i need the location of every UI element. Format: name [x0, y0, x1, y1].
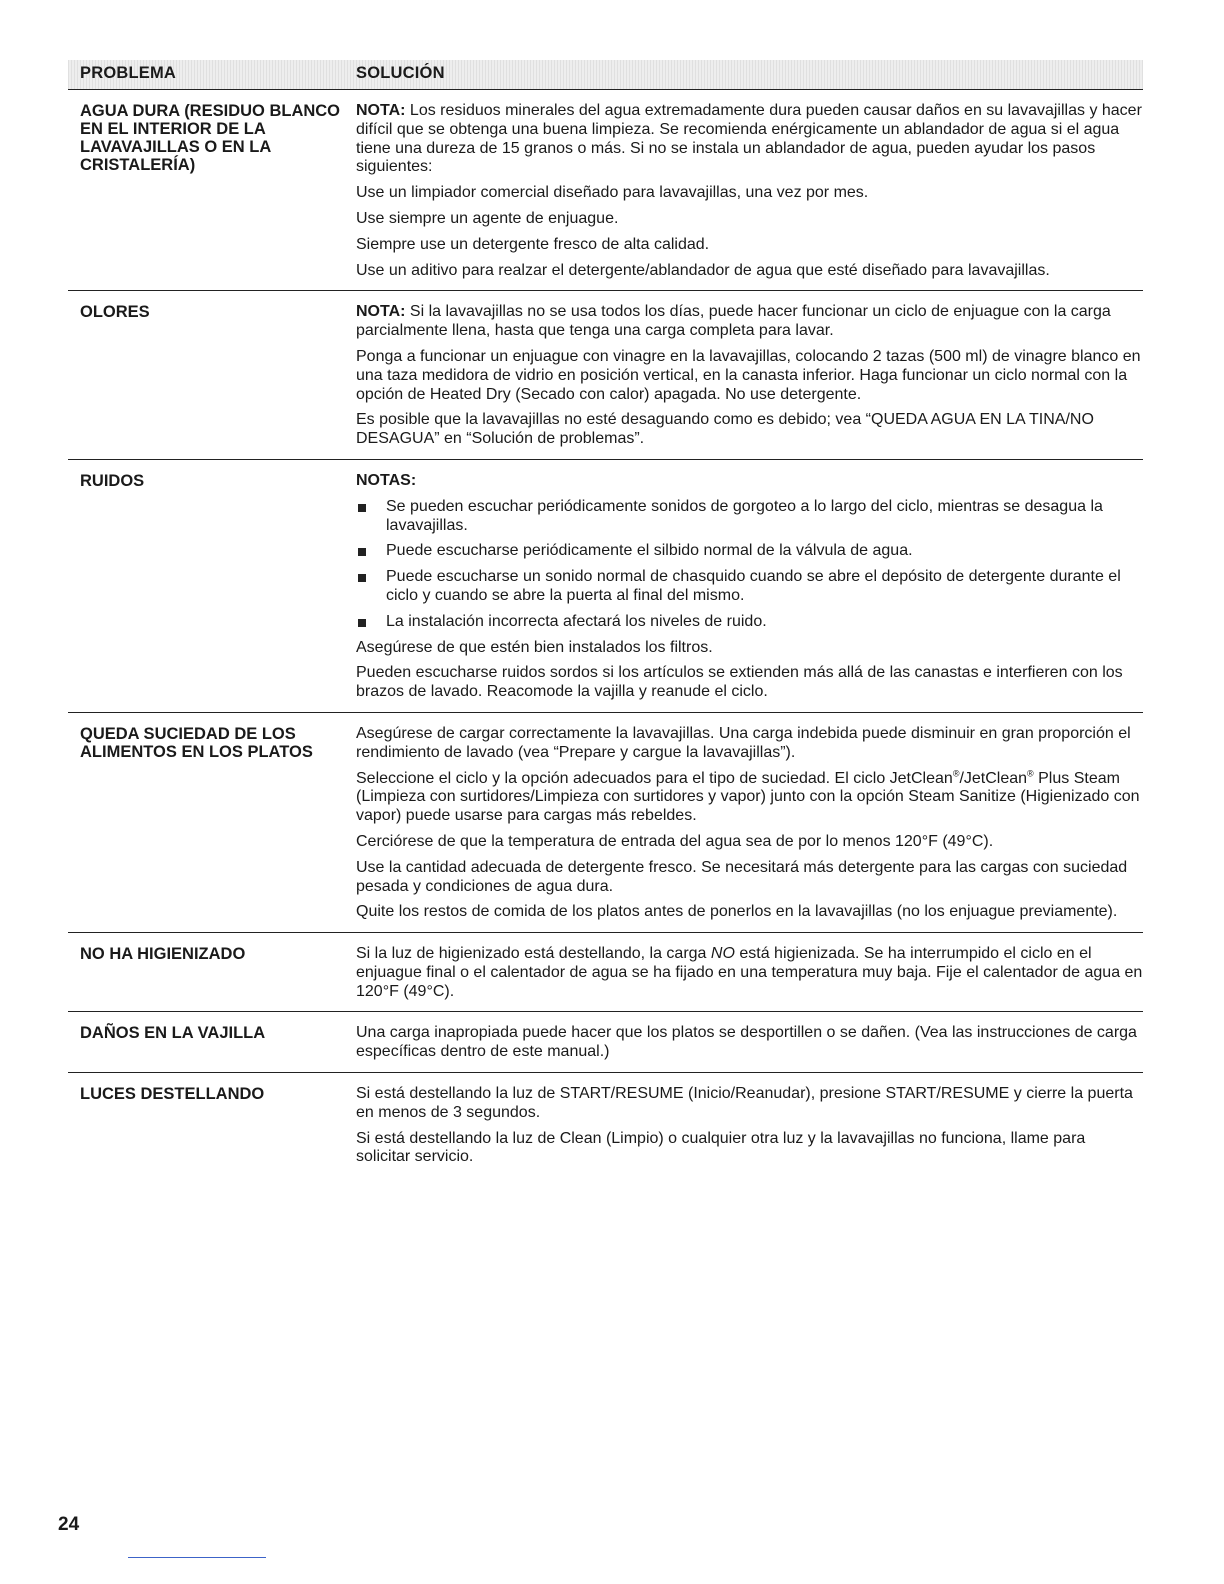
- text-run: /JetClean: [959, 769, 1028, 787]
- solution-paragraph: Una carga inapropiada puede hacer que los platos se desportillen o se dañen. (Vea las instrucciones de carga específicas dentro de este manual.): [356, 1024, 1137, 1061]
- registered-mark: ®: [952, 768, 960, 779]
- note-paragraph: [356, 102, 1143, 177]
- bullet-item: [356, 542, 1143, 561]
- solution-cell: [356, 303, 1143, 451]
- solution-paragraph: Quite los restos de comida de los platos antes de ponerlos en la lavavajillas (no los enjuague previamente).: [356, 903, 1118, 921]
- note-paragraph: [356, 303, 1143, 341]
- problem-cell: LUCES DESTELLANDO: [80, 1085, 265, 1104]
- solution-cell: [356, 1024, 1143, 1064]
- text-run: está higienizada. Se ha interrumpido el ciclo en el enjuague final o el calentador de agua se ha fijado en una temperatura muy baja. Fije el calentador de agua en 120°F (49°C).: [356, 945, 1143, 1000]
- bullet-item: [356, 498, 1143, 536]
- table-row: [68, 1012, 1143, 1073]
- solution-cell: [356, 725, 1143, 924]
- note-label: NOTA:: [356, 303, 406, 321]
- bullet-text: Puede escucharse un sonido normal de chasquido cuando se abre el depósito de detergente durante el ciclo y cuando se abre la puerta al final del mismo.: [386, 568, 1121, 604]
- solution-paragraph: Use la cantidad adecuada de detergente fresco. Se necesitará más detergente para las cargas con suciedad pesada y condiciones de agua dura.: [356, 858, 1128, 895]
- text-run: Plus Steam (Limpieza con surtidores/Limpieza con surtidores y vapor) junto con la opción Steam Sanitize (Higienizado con vapor) puede usarse para cargas más rebeldes.: [356, 769, 1140, 825]
- table-row: [68, 713, 1143, 933]
- solution-paragraph: Si está destellando la luz de START/RESUME (Inicio/Reanudar), presione START/RESUME y cierre la puerta en menos de 3 segundos.: [356, 1085, 1133, 1121]
- solution-paragraph: Asegúrese de que estén bien instalados los filtros.: [356, 638, 713, 656]
- emphasis-text: NO: [710, 945, 735, 963]
- problem-cell: NO HA HIGIENIZADO: [80, 945, 246, 964]
- bullet-item: [356, 613, 1143, 632]
- solution-paragraph: Use un aditivo para realzar el detergente/ablandador de agua que esté diseñado para lavavajillas.: [356, 261, 1050, 279]
- square-bullet-icon: [358, 574, 366, 582]
- table-row: [68, 460, 1143, 713]
- bullet-text: La instalación incorrecta afectará los niveles de ruido.: [386, 612, 767, 630]
- notes-label: NOTAS:: [356, 471, 417, 489]
- solution-paragraph: Si está destellando la luz de Clean (Limpio) o cualquier otra luz y la lavavajillas no funciona, llame para solicitar servicio.: [356, 1129, 1086, 1166]
- square-bullet-icon: [358, 548, 366, 556]
- registered-mark: ®: [1027, 768, 1034, 779]
- table-row: [68, 291, 1143, 460]
- problem-cell: QUEDA SUCIEDAD DE LOS ALIMENTOS EN LOS PLATOS: [80, 724, 313, 761]
- note-label: NOTA:: [356, 102, 406, 119]
- bullet-text: Puede escucharse periódicamente el silbido normal de la válvula de agua.: [386, 542, 913, 560]
- solution-paragraph: [356, 945, 1143, 1001]
- table-row: [68, 1073, 1143, 1177]
- note-text: Los residuos minerales del agua extremadamente dura pueden causar daños en su lavavajillas y hacer difícil que se obtenga una buena limpieza. Se recomienda enérgicamente un ablandador de agua si el agua tiene una dureza de 15 granos o más. Si no se instala un ablandador de agua, pueden ayudar los pasos siguientes:: [356, 102, 1142, 176]
- problem-cell: OLORES: [80, 303, 150, 322]
- table-header: [68, 60, 1143, 90]
- table-row: [68, 90, 1143, 291]
- footer-link-underline: [128, 1557, 266, 1558]
- note-text: Si la lavavajillas no se usa todos los días, puede hacer funcionar un ciclo de enjuague con la carga parcialmente llena, hasta que tenga una carga completa para lavar.: [356, 303, 1111, 340]
- bullet-item: [356, 568, 1143, 606]
- solution-paragraph: Siempre use un detergente fresco de alta calidad.: [356, 235, 710, 253]
- page-number: 24: [58, 1514, 80, 1535]
- solution-paragraph: Use siempre un agente de enjuague.: [356, 209, 619, 227]
- solution-paragraph: Pueden escucharse ruidos sordos si los artículos se extienden más allá de las canastas e interfieren con los brazos de lavado. Reacomode la vajilla y reanude el ciclo.: [356, 664, 1123, 701]
- solution-paragraph: Es posible que la lavavajillas no esté desaguando como es debido; vea “QUEDA AGUA EN LA TINA/NO DESAGUA” en “Solución de problemas”.: [356, 411, 1094, 448]
- solution-paragraph: [356, 770, 1143, 826]
- text-run: Seleccione el ciclo y la opción adecuados para el tipo de suciedad. El ciclo JetClean: [356, 769, 953, 787]
- solution-paragraph: Use un limpiador comercial diseñado para lavavajillas, una vez por mes.: [356, 184, 869, 202]
- square-bullet-icon: [358, 504, 366, 512]
- bullet-text: Se pueden escuchar periódicamente sonidos de gorgoteo a lo largo del ciclo, mientras se desagua la lavavajillas.: [386, 497, 1103, 534]
- problem-cell: RUIDOS: [80, 471, 145, 490]
- solution-cell: [356, 102, 1143, 282]
- problem-cell: DAÑOS EN LA VAJILLA: [80, 1024, 266, 1043]
- solution-cell: [356, 945, 1143, 1003]
- header-solution: SOLUCIÓN: [356, 64, 445, 82]
- text-run: Si la luz de higienizado está destellando, la carga: [356, 945, 711, 963]
- solution-paragraph: Asegúrese de cargar correctamente la lavavajillas. Una carga indebida puede disminuir en gran proporción el rendimiento de lavado (vea “Prepare y cargue la lavavajillas”).: [356, 724, 1131, 761]
- header-problem: PROBLEMA: [80, 64, 177, 82]
- solution-cell: [356, 472, 1143, 704]
- square-bullet-icon: [358, 619, 366, 627]
- solution-paragraph: Ponga a funcionar un enjuague con vinagre en la lavavajillas, colocando 2 tazas (500 ml) de vinagre blanco en una taza medidora de vidrio en posición vertical, en la canasta inferior. Haga funcionar un ciclo normal con la opción de Heated Dry (Secado con calor) apagada. No use detergente.: [356, 347, 1141, 403]
- table-row: [68, 933, 1143, 1012]
- troubleshooting-table: [68, 60, 1143, 1177]
- solution-paragraph: Cerciórese de que la temperatura de entrada del agua sea de por lo menos 120°F (49°C).: [356, 832, 994, 850]
- solution-cell: [356, 1085, 1143, 1169]
- problem-cell: AGUA DURA (RESIDUO BLANCO EN EL INTERIOR DE LA LAVAVAJILLAS O EN LA CRISTALERÍA): [80, 102, 341, 174]
